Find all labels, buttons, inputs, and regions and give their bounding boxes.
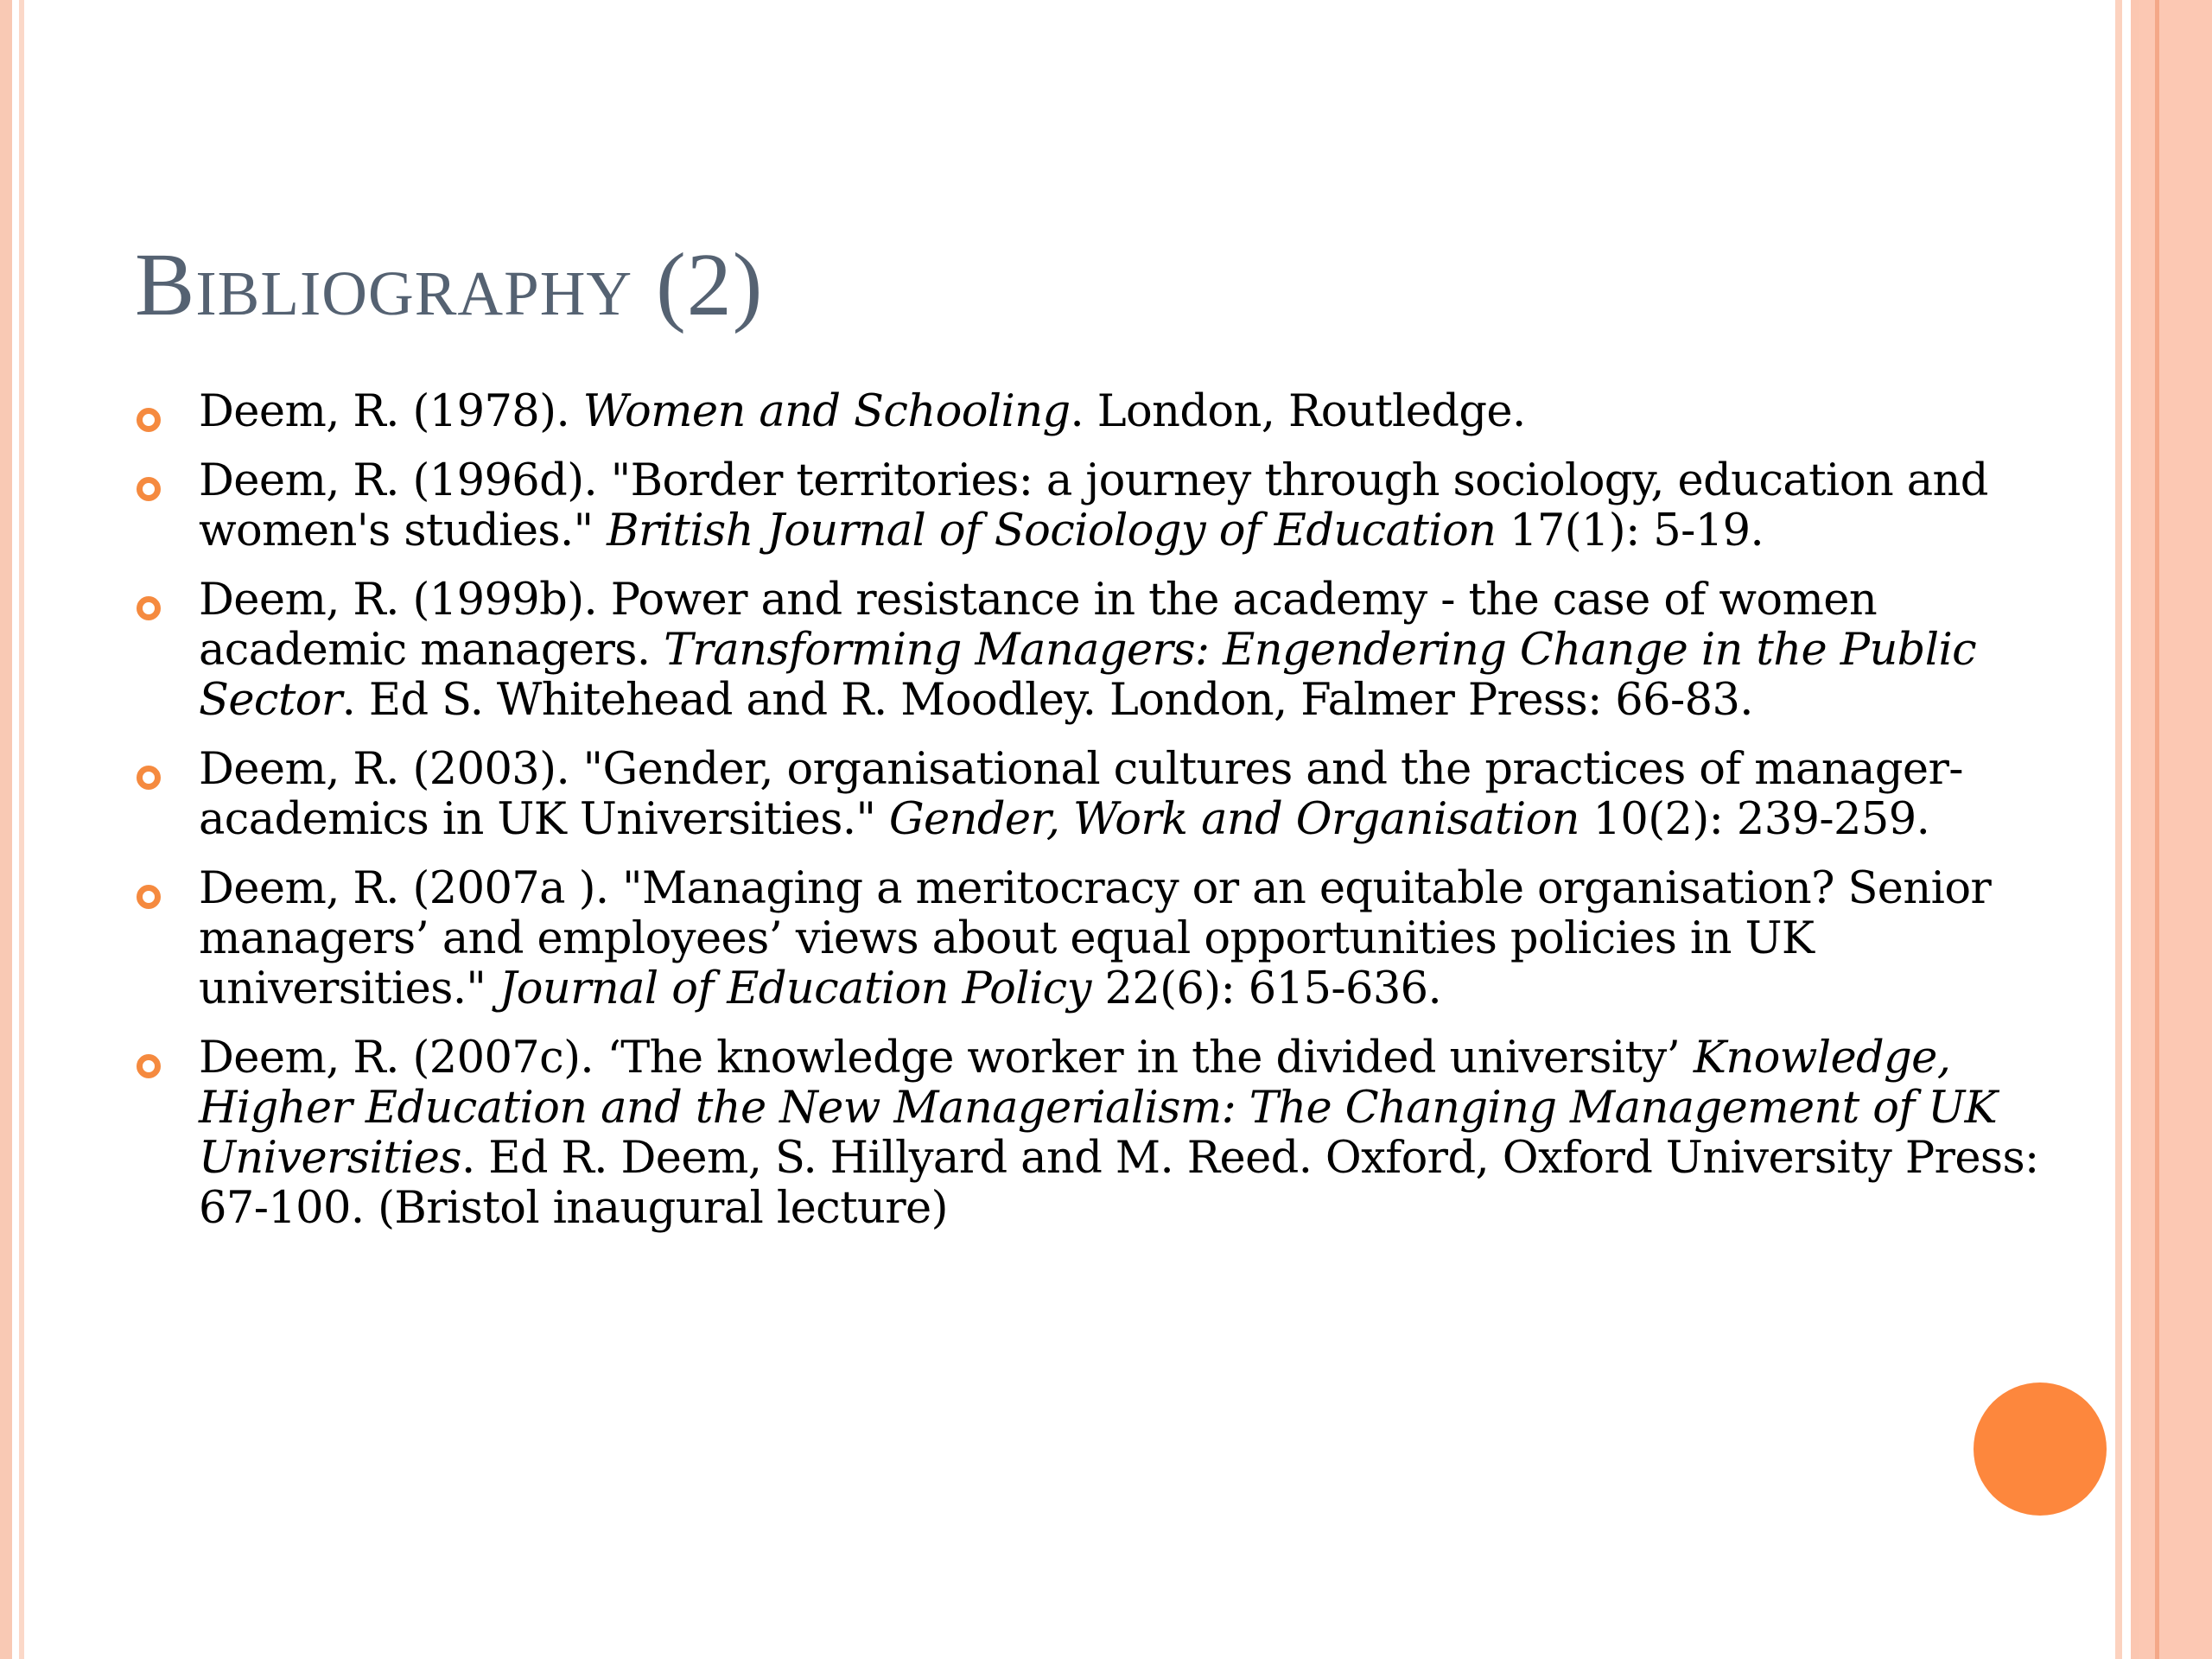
reference-list — [135, 387, 2070, 1253]
reference-details: 22(6): 615-636. — [1090, 963, 1442, 1014]
reference-title: British Journal of Sociology of Education — [607, 505, 1497, 556]
reference-item — [135, 575, 2070, 726]
right-border-stripe-wide — [2139, 0, 2212, 1659]
right-border-stripe — [2115, 0, 2122, 1659]
orange-circle-decoration — [1974, 1382, 2107, 1516]
hollow-circle-bullet-icon — [137, 1054, 161, 1078]
hollow-circle-bullet-icon — [137, 596, 161, 620]
right-border-stripe-mid — [2131, 0, 2139, 1659]
reference-item — [135, 456, 2070, 556]
hollow-circle-bullet-icon — [137, 408, 161, 432]
reference-item — [135, 387, 2070, 437]
reference-details: . Ed R. Deem, S. Hillyard and M. Reed. Oxford, Oxford University Press: 67-100. (Bristol inaugural lecture) — [199, 1133, 2039, 1234]
reference-item — [135, 745, 2070, 845]
reference-item — [135, 864, 2070, 1014]
reference-details: 10(2): 239-259. — [1579, 794, 1930, 845]
reference-details: 17(1): 5-19. — [1496, 505, 1764, 556]
reference-text: Deem, R. (2003). "Gender, organisational cultures and the practices of manager-academics in UK Universities." — [199, 744, 1963, 845]
hollow-circle-bullet-icon — [137, 885, 161, 909]
reference-item — [135, 1033, 2070, 1234]
reference-text: Deem, R. (2007c). ‘The knowledge worker in the divided university’ — [199, 1033, 1694, 1084]
reference-text: Deem, R. (2007a ). "Managing a meritocracy or an equitable organisation? Senior managers’ and employees’ views about equal opportunities policies in UK universities." — [199, 863, 1992, 1014]
reference-title: Knowledge, Higher Education and the New Managerialism: The Changing Management of UK Universities — [199, 1033, 1998, 1184]
hollow-circle-bullet-icon — [137, 477, 161, 501]
hollow-circle-bullet-icon — [137, 766, 161, 790]
reference-title: Transforming Managers: Engendering Change in the Public Sector — [199, 625, 1977, 726]
reference-title: Women and Schooling — [582, 386, 1071, 437]
reference-details: . Ed S. Whitehead and R. Moodley. London, Falmer Press: 66-83. — [341, 675, 1753, 726]
right-border-stripe-dark — [2155, 0, 2159, 1659]
reference-text: Deem, R. (1999b). Power and resistance in the academy - the case of women academic managers. — [199, 575, 1878, 676]
reference-title: Gender, Work and Organisation — [888, 794, 1580, 845]
reference-title: Journal of Education Policy — [499, 963, 1091, 1014]
reference-text: Deem, R. (1978). — [199, 386, 583, 437]
slide-title: Bibliography (2) — [135, 235, 764, 334]
left-border-stripe — [0, 0, 12, 1659]
reference-text: Deem, R. (1996d). "Border territories: a journey through sociology, education and women's studies." — [199, 455, 1988, 556]
left-border-stripe-inner — [19, 0, 24, 1659]
reference-details: . London, Routledge. — [1070, 386, 1526, 437]
